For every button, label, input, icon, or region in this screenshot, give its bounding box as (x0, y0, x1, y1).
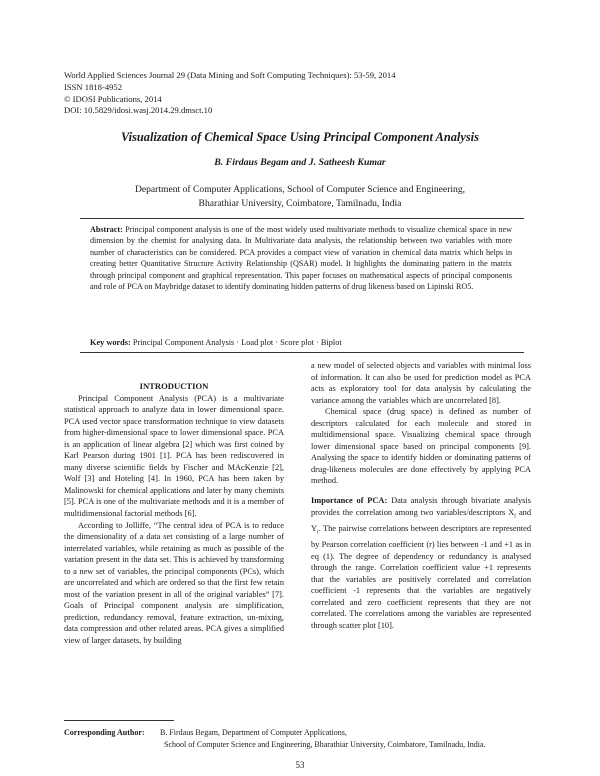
corresponding-label: Corresponding Author: (64, 728, 145, 737)
importance-label: Importance of PCA: (311, 496, 388, 506)
importance-paragraph: Importance of PCA: Data analysis through bivariate analysis provides the correlation among two variables/descriptors $X_i$ and $Y_i$. The pairwise correlations between descriptors are represented by Pearson correlation coefficient (r) lies between -1 and +1 as in eq (1). The degree of dependency or redundancy is analysed through the range. Correlation coefficient value +1 represents that the variables are positively correlated and correlation coefficient -1 represents that the variables are negatively correlated and zero coefficient represents that they are not correlated. The correlations among the variables are represented through scatter plot [10]. (311, 496, 532, 630)
right-column (311, 360, 531, 631)
copyright: © IDOSI Publications, 2014 (64, 93, 162, 104)
col2-paragraph-1: a new model of selected objects and variables with minimal loss of information. It can also be used for prediction model as PCA acts as exploratory tool for data analysis by calculating the variance among the variables which are uncorrelated [8]. (311, 361, 531, 405)
affiliation-line-2: Bharathiar University, Coimbatore, Tamilnadu, India (198, 198, 402, 209)
journal-citation: World Applied Sciences Journal 29 (Data Mining and Soft Computing Techniques): 53-59, 2014 (64, 70, 396, 80)
keywords-text: Principal Component Analysis · Load plot · Score plot · Biplot (132, 338, 342, 347)
keywords (90, 338, 512, 347)
affiliation (110, 183, 490, 211)
authors: B. Firdaus Begam and J. Satheesh Kumar (214, 157, 386, 168)
col2-paragraph-2: Chemical space (drug space) is defined as number of descriptors calculated for each molecule and stored in multidimensional space. Visualizing chemical space through lower dimensional space based on principal components [9]. Analysing the space to identify hidden or dominating patterns of drug-likeness molecules are done effectively by applying PCA method. (311, 407, 531, 486)
corresponding-author (64, 727, 486, 750)
abstract-label: Abstract: (90, 225, 123, 234)
section-heading-introduction: INTRODUCTION (139, 381, 209, 391)
corresponding-line-2: School of Computer Science and Engineering, Bharathiar University, Coimbatore, Tamilnadu, India. (164, 739, 486, 749)
paper-title: Visualization of Chemical Space Using Principal Component Analysis (121, 130, 479, 144)
abstract (90, 224, 512, 292)
page-number: 53 (295, 760, 305, 770)
footnote-rule (64, 720, 174, 721)
corresponding-line-1: B. Firdaus Begam, Department of Computer Applications, (160, 728, 347, 737)
divider (80, 218, 524, 219)
abstract-text: Principal component analysis is one of the most widely used multivariate methods to visualize chemical space in new dimension by the chemist for analysing data. In Multivariate data analysis, the relationship between two variables with more number of characteristics can be considered. PCA provides a compact view of variation in chemical data matrix which helps in creating better Quantitative Structure Activity Relationship (QSAR) model. It highlights the dominating pattern in the matrix through principal component and graphical representation. This paper focuses on mathematical aspects of principal components and role of PCA on Maybridge dataset to identify dominating hidden patterns of drug likeness based on Lipinski RO5. (90, 225, 512, 292)
issn: ISSN 1818-4952 (64, 81, 123, 92)
intro-paragraph-1: Principal Component Analysis (PCA) is a multivariate statistical approach to analyze data in lower dimensional space. PCA used vector space transformation technique to view datasets from higher-dimensional space to lower dimensional space. PCA is an application of linear algebra [2] which was first coined by Karl Pearson during 1901 [1]. PCA has been rediscovered in many diverse scientific fields by Fischer and MAcKenzie [2], Wolf [3] and Hoteling [4]. In 1960, PCA has been taken by Malinowski for chemical applications and later by many chemists [5]. PCA is one of the multivariate methods and it is a member of multidimensional factorial methods [6]. (64, 393, 284, 519)
intro-paragraph-2: According to Jolliffe, “The central idea of PCA is to reduce the dimensionality of a data set consisting of a large number of interrelated variables, while retaining as much as possible of the variation present in the data set. This is achieved by transforming to a new set of variables, the principal components (PCs), which are uncorrelated and which are ordered so that the first few retain most of the variation present in all of the original variables” [7]. Goals of Principal component analysis are simplification, prediction, redundancy removal, feature extraction, un-mixing, data compression and other related areas. PCA gives a simplified view of larger datasets, by building (64, 520, 284, 646)
keywords-label: Key words: (90, 338, 131, 347)
doi: DOI: 10.5829/idosi.wasj.2014.29.dmsct.10 (64, 105, 213, 116)
journal-header (64, 70, 396, 117)
left-column (64, 381, 284, 647)
divider (80, 352, 524, 353)
affiliation-line-1: Department of Computer Applications, School of Computer Science and Engineering, (134, 184, 466, 195)
